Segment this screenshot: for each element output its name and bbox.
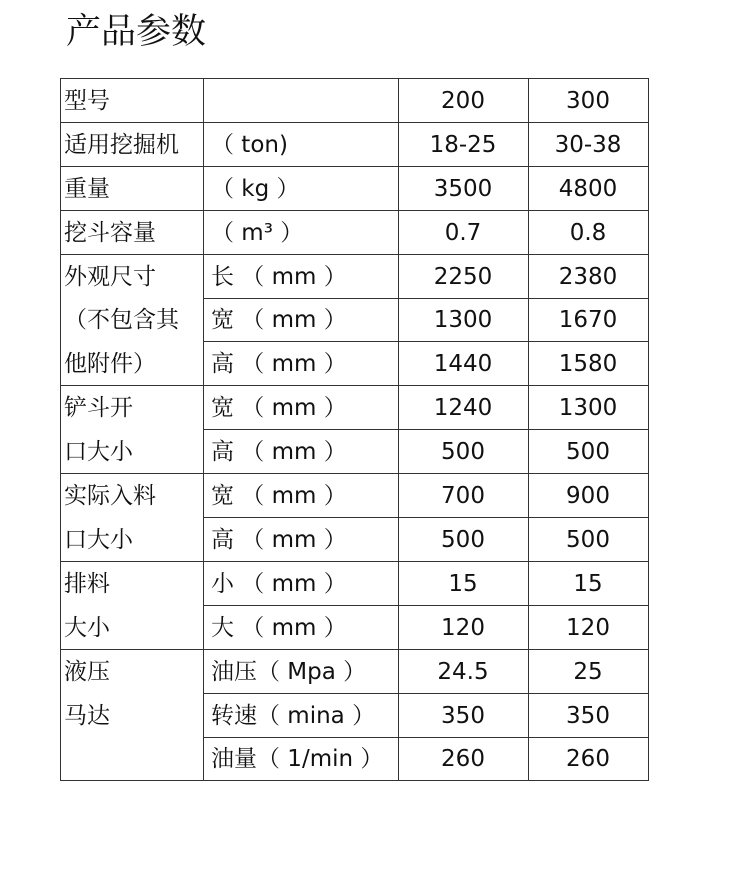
row-divider bbox=[60, 649, 649, 650]
row-group-label: 型号 bbox=[64, 87, 110, 114]
row-divider bbox=[60, 254, 649, 255]
row-group-label: 口大小 bbox=[64, 439, 133, 466]
value-model-200: 0.7 bbox=[444, 219, 482, 246]
row-group-label: 口大小 bbox=[64, 526, 133, 553]
value-model-200: 260 bbox=[441, 746, 485, 773]
value-model-200: 200 bbox=[441, 87, 485, 114]
value-model-300: 0.8 bbox=[569, 219, 607, 246]
row-group-label: 外观尺寸 bbox=[64, 263, 156, 290]
row-group-label: 液压 bbox=[64, 658, 110, 685]
value-model-200: 2250 bbox=[433, 263, 493, 290]
row-label: 高 （ mm ） bbox=[211, 439, 347, 466]
value-model-300: 30-38 bbox=[554, 131, 622, 158]
page-title: 产品参数 bbox=[66, 12, 207, 52]
row-label: （ m³ ） bbox=[211, 219, 304, 246]
row-group-label: 重量 bbox=[64, 175, 110, 202]
row-group-label: （不包含其 bbox=[64, 307, 179, 334]
row-label: 宽 （ mm ） bbox=[211, 483, 347, 510]
value-model-200: 1300 bbox=[433, 307, 493, 334]
row-group-label: 他附件） bbox=[64, 351, 156, 378]
value-model-200: 18-25 bbox=[429, 131, 497, 158]
value-model-200: 350 bbox=[441, 702, 485, 729]
value-model-300: 120 bbox=[566, 614, 610, 641]
row-label: 小 （ mm ） bbox=[211, 570, 347, 597]
row-label: （ ton) bbox=[211, 131, 288, 158]
value-model-200: 500 bbox=[441, 439, 485, 466]
row-label: 高 （ mm ） bbox=[211, 351, 347, 378]
row-divider bbox=[203, 341, 649, 342]
row-label: 高 （ mm ） bbox=[211, 526, 347, 553]
value-model-300: 500 bbox=[566, 439, 610, 466]
row-divider bbox=[60, 166, 649, 167]
value-model-300: 2380 bbox=[558, 263, 618, 290]
row-divider bbox=[203, 298, 649, 299]
row-group-label: 实际入料 bbox=[64, 483, 156, 510]
value-model-200: 1440 bbox=[433, 351, 493, 378]
row-label: （ kg ） bbox=[211, 175, 300, 202]
value-model-200: 24.5 bbox=[437, 658, 489, 685]
row-label: 油量（ 1/min ） bbox=[211, 746, 384, 773]
value-model-300: 500 bbox=[566, 526, 610, 553]
row-label: 宽 （ mm ） bbox=[211, 307, 347, 334]
table-border-top bbox=[60, 78, 649, 79]
row-group-label: 大小 bbox=[64, 614, 110, 641]
row-divider bbox=[203, 693, 649, 694]
row-divider bbox=[60, 122, 649, 123]
row-divider bbox=[203, 737, 649, 738]
row-divider bbox=[203, 517, 649, 518]
row-group-label: 马达 bbox=[64, 702, 110, 729]
value-model-300: 300 bbox=[566, 87, 610, 114]
value-model-300: 1670 bbox=[558, 307, 618, 334]
value-model-200: 120 bbox=[441, 614, 485, 641]
value-model-300: 1300 bbox=[558, 395, 618, 422]
value-model-300: 25 bbox=[573, 658, 603, 685]
row-group-label: 铲斗开 bbox=[64, 395, 133, 422]
value-model-200: 500 bbox=[441, 526, 485, 553]
value-model-300: 4800 bbox=[558, 175, 618, 202]
value-model-300: 1580 bbox=[558, 351, 618, 378]
row-label: 长 （ mm ） bbox=[211, 263, 347, 290]
row-divider bbox=[203, 605, 649, 606]
value-model-200: 3500 bbox=[433, 175, 493, 202]
row-divider bbox=[60, 473, 649, 474]
value-model-300: 260 bbox=[566, 746, 610, 773]
row-group-label: 适用挖掘机 bbox=[64, 131, 179, 158]
row-divider bbox=[203, 429, 649, 430]
row-label: 油压（ Mpa ） bbox=[211, 658, 367, 685]
table-border-bottom bbox=[60, 780, 649, 781]
row-label: 大 （ mm ） bbox=[211, 614, 347, 641]
table-border-left bbox=[60, 78, 61, 780]
row-divider bbox=[60, 385, 649, 386]
row-label: 宽 （ mm ） bbox=[211, 395, 347, 422]
value-model-300: 350 bbox=[566, 702, 610, 729]
row-divider bbox=[60, 561, 649, 562]
value-model-200: 15 bbox=[448, 570, 478, 597]
value-model-300: 900 bbox=[566, 483, 610, 510]
value-model-200: 700 bbox=[441, 483, 485, 510]
row-divider bbox=[60, 210, 649, 211]
value-model-200: 1240 bbox=[433, 395, 493, 422]
value-model-300: 15 bbox=[573, 570, 603, 597]
row-group-label: 排料 bbox=[64, 570, 110, 597]
row-group-label: 挖斗容量 bbox=[64, 219, 156, 246]
row-label: 转速（ mina ） bbox=[211, 702, 376, 729]
